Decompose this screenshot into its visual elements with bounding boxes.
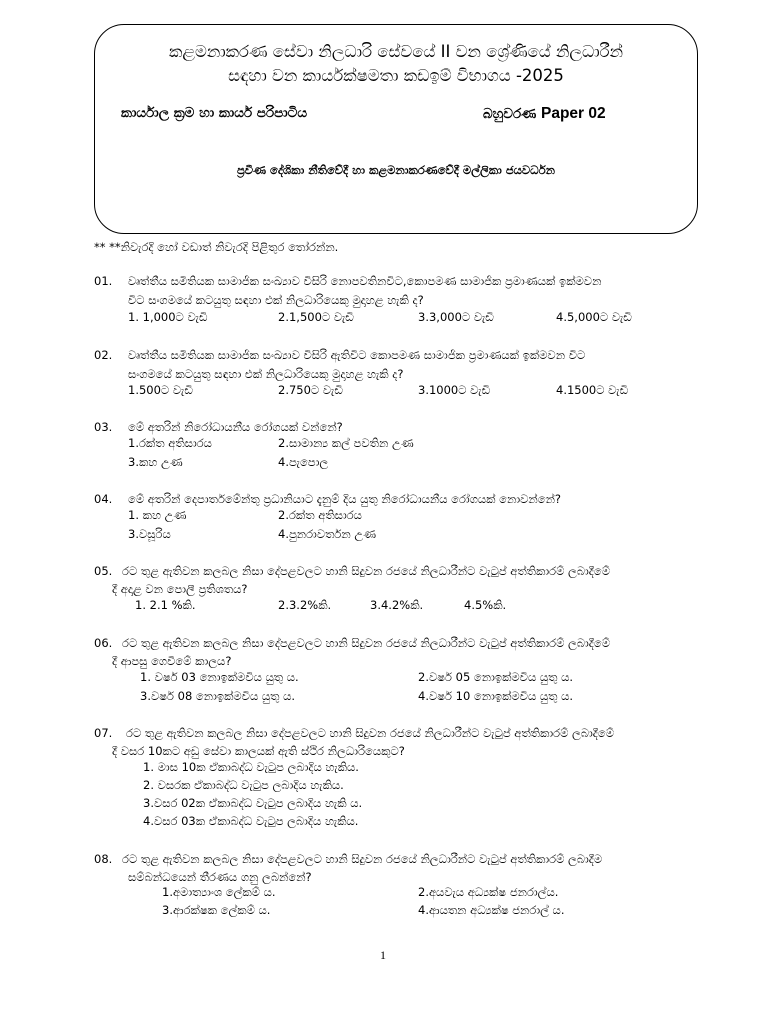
question-text-line: විට සංගමයේ කටයුතු සඳහා එක් නිලධාරියෙකු මුදාහළ හැකි ද? bbox=[128, 293, 424, 307]
option-1: 1. 1,000ට වැඩි bbox=[128, 310, 208, 324]
option-2: 2.අයවැය අධ්‍යක්ෂ ජනරාල්ය. bbox=[418, 885, 559, 899]
question-number: 04. bbox=[94, 492, 113, 506]
option-2: 2.750ට වැඩි bbox=[278, 383, 343, 397]
question-text-line: වෘත්තීය සමිතියක සාමාජික සංඛ්‍යාව විසිරි ඇතිවිට කොපමණ සාමාජික ප්‍රමාණයක් ඉක්මවන විට bbox=[128, 348, 586, 362]
option-1: 1. කහ උණ bbox=[128, 508, 187, 522]
author-line: ප්‍රවීණ දේශිකා නීතිවේදී හා කළමනාකරණවේදී මල්ලිකා ජයවර්ධන bbox=[237, 163, 555, 177]
question-number: 03. bbox=[94, 420, 113, 434]
page-number: 1 bbox=[380, 948, 386, 962]
paper-type: බහුවරණ bbox=[483, 106, 541, 122]
question-text-line: සම්බන්ධයෙන් තීරණය ගනු ලබන්නේ? bbox=[128, 870, 312, 884]
question-number: 06. bbox=[94, 636, 113, 650]
option-3: 3.වසර 02ක ඒකාබද්ධ වැටුප ලබාදිය හැකි ය. bbox=[143, 796, 363, 810]
question-text-line: සංගමයේ කටයුතු සඳහා එක් නිලධාරියෙකු මුදාහළ හැකි ද? bbox=[128, 367, 404, 381]
question-text-line: රට තුළ ඇතිවන කලබල නිසා දේපළවලට හානි සිදුවන රජයේ නිලධාරීන්ට වැටුප් අත්තිකාරම් ලබාදීමේ bbox=[122, 636, 610, 650]
option-2: 2.1,500ට වැඩි bbox=[278, 310, 354, 324]
option-3: 3.1000ට වැඩි bbox=[418, 383, 491, 397]
option-1: 1. වර්ෂ 03 නොඉක්මවිය යුතු ය. bbox=[140, 670, 299, 684]
option-4: 4.වර්ෂ 10 නොඉක්මවිය යුතු ය. bbox=[418, 689, 574, 703]
question-number: 08. bbox=[94, 852, 113, 866]
option-1: 1.අමාත්‍යාංශ ලේකම් ය. bbox=[162, 885, 276, 899]
paper-label bbox=[483, 105, 606, 123]
option-3: 3.වසූරිය bbox=[128, 527, 171, 541]
option-3: 3.වර්ෂ 08 නොඉක්මවිය යුතු ය. bbox=[140, 689, 296, 703]
question-text-line: දී වසර 10කට අඩු සේවා කාලයක් ඇති ස්ථිර නිලධාරියෙකුට? bbox=[112, 744, 405, 758]
option-1: 1.500ට වැඩි bbox=[128, 383, 193, 397]
option-2: 2.වර්ෂ 05 නොඉක්මවිය යුතු ය. bbox=[418, 670, 574, 684]
option-2: 2.රක්ත අතිසාරය bbox=[278, 508, 362, 522]
question-text-line: දී අදාළ වන පොලී ප්‍රතිශතය? bbox=[112, 582, 248, 596]
question-text-line: රට තුළ ඇතිවන කලබල නිසා දේපළවලට හානි සිදුවන රජයේ නිලධාරීන්ට වැටුප් අත්තිකාරම් ලබාදීම bbox=[122, 852, 603, 866]
option-4: 4.පැපොල bbox=[278, 455, 329, 469]
question-text-line: මේ අතරින් නිරෝධායනීය රෝගයක් වන්නේ? bbox=[128, 420, 343, 434]
question-number: 07. bbox=[94, 726, 113, 740]
subject-title: කාර්යාල ක්‍රම හා කාර්ය පරිපාටිය bbox=[121, 105, 308, 121]
option-3: 3.ආරක්ෂක ලේකම් ය. bbox=[162, 903, 271, 917]
option-4: 4.1500ට වැඩි bbox=[556, 383, 629, 397]
instruction: ** **නිවැරදි හෝ වඩාත් නිවැරදි පිළිතුර තෝරන්න. bbox=[94, 240, 339, 254]
option-2: 2. වසරක ඒකාබද්ධ වැටුප ලබාදිය හැකිය. bbox=[143, 778, 344, 792]
exam-title-line-2: සඳහා වන කාර්යක්ෂමතා කඩඉම් විභාගය -2025 bbox=[228, 66, 564, 85]
option-2: 2.3.2%කි. bbox=[278, 598, 332, 612]
question-number: 01. bbox=[94, 274, 113, 288]
question-text-line: වෘත්තීය සමිතියක සාමාජික සංඛ්‍යාව විසිරි නොපවතිනවිට,කොපමණ සාමාජික ප්‍රමාණයක් ඉක්මවන bbox=[128, 274, 602, 288]
option-4: 4.5%කි. bbox=[464, 598, 507, 612]
question-text-line: රට තුළ ඇතිවන කලබල නිසා දේපළවලට හානි සිදුවන රජයේ නිලධාරීන්ට වැටුප් අත්තිකාරම් ලබාදීමේ bbox=[122, 564, 610, 578]
question-number: 02. bbox=[94, 348, 113, 362]
option-3: 3.4.2%කි. bbox=[370, 598, 424, 612]
option-1: 1. 2.1 %කි. bbox=[135, 598, 196, 612]
paper-number: Paper 02 bbox=[541, 105, 606, 122]
option-2: 2.සාමාන්‍ය කල් පවතින උණ bbox=[278, 436, 414, 450]
exam-title-line-1: කළමනාකරණ සේවා නිලධාරි සේවයේ II වන ශ්‍රේණියේ නිලධාරීන් bbox=[168, 42, 623, 61]
option-1: 1. මාස 10ක ඒකාබද්ධ වැටුප ලබාදිය හැකිය. bbox=[143, 760, 359, 774]
option-4: 4.පුනරාවර්තන උණ bbox=[278, 527, 377, 541]
option-3: 3.3,000ට වැඩි bbox=[418, 310, 494, 324]
option-3: 3.කහ උණ bbox=[128, 455, 183, 469]
header-box bbox=[94, 24, 698, 234]
question-text-line: මේ අතරින් දෙපාර්තමේන්තු ප්‍රධානියාට දැනුම් දිය යුතු නිරෝධායනීය රෝගයක් නොවන්නේ? bbox=[128, 492, 562, 506]
option-4: 4.වසර 03ක ඒකාබද්ධ වැටුප ලබාදිය හැකිය. bbox=[143, 814, 359, 828]
option-4: 4.5,000ට වැඩි bbox=[556, 310, 632, 324]
option-4: 4.ආයතන අධ්‍යක්ෂ ජනරාල් ය. bbox=[418, 903, 565, 917]
question-text-line: රට තුළ ඇතිවන කලබල නිසා දේපළවලට හානි සිදුවන රජයේ නිලධාරීන්ට වැටුප් අත්තිකාරම් ලබාදීමේ bbox=[126, 726, 614, 740]
question-text-line: දී ආපසු ගෙවීමේ කාලය? bbox=[112, 654, 232, 668]
option-1: 1.රක්ත අතිසාරය bbox=[128, 436, 212, 450]
question-number: 05. bbox=[94, 564, 113, 578]
